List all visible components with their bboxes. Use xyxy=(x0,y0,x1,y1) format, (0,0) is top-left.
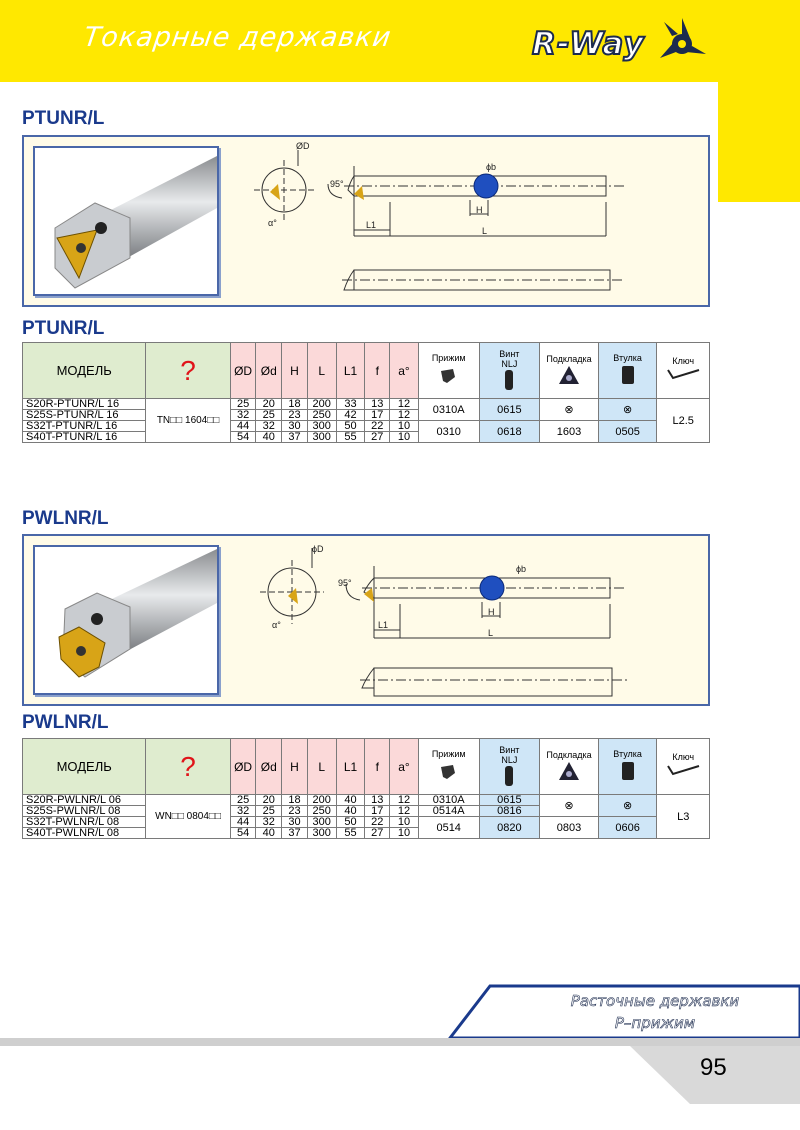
dim-label-b2: ϕb xyxy=(516,564,527,574)
table-title-ptunr: PTUNR/L xyxy=(22,318,105,339)
cell-L1: 50 xyxy=(336,817,365,828)
part-header-key: Ключ xyxy=(657,343,710,399)
clamp-upper: 0310A xyxy=(418,399,479,421)
cell-f: 22 xyxy=(365,817,390,828)
cell-d: 40 xyxy=(256,432,282,443)
dim-header-f: f xyxy=(365,739,390,795)
table-title-pwlnr: PWLNR/L xyxy=(22,712,109,733)
clamp-upper-2: 0514A xyxy=(418,806,479,817)
cell-H: 37 xyxy=(282,432,308,443)
cell-a: 12 xyxy=(390,795,419,806)
page-number: 95 xyxy=(700,1054,727,1081)
cell-D: 54 xyxy=(230,828,256,839)
dim-label-b: ϕb xyxy=(486,162,497,172)
dim-header-a: a° xyxy=(390,739,419,795)
cell-L1: 42 xyxy=(336,410,365,421)
part-header-shim: Подкладка xyxy=(540,343,599,399)
key-icon xyxy=(665,366,701,384)
dim-label-l1: L1 xyxy=(366,220,377,230)
cell-L: 300 xyxy=(307,817,336,828)
cell-f: 13 xyxy=(365,399,390,410)
dim-header-D: ØD xyxy=(230,739,256,795)
screw-icon xyxy=(502,369,516,391)
cell-L1: 55 xyxy=(336,432,365,443)
shim-icon xyxy=(557,364,581,386)
cell-L: 300 xyxy=(307,828,336,839)
question-mark: ? xyxy=(146,739,230,795)
model-header: МОДЕЛЬ xyxy=(23,739,146,795)
dim-header-L1: L1 xyxy=(336,343,365,399)
part-header-screw: Винт NLJ xyxy=(479,343,540,399)
cell-a: 10 xyxy=(390,432,419,443)
dim-label-a2: α° xyxy=(272,620,281,630)
clamp-lower: 0310 xyxy=(418,421,479,443)
part-header-sleeve: Втулка xyxy=(598,343,657,399)
shim-upper: ⊗ xyxy=(540,795,599,817)
brand-logo-text: R-Way xyxy=(532,26,645,62)
dim-header-H: H xyxy=(282,739,308,795)
cell-D: 44 xyxy=(230,817,256,828)
cell-H: 23 xyxy=(282,410,308,421)
screw-upper: 0615 xyxy=(479,795,540,806)
dim-label-95: 95° xyxy=(330,179,344,189)
insert-cell: TN□□ 1604□□ xyxy=(146,399,230,443)
dim-header-H: H xyxy=(282,343,308,399)
dim-header-L: L xyxy=(307,739,336,795)
cell-a: 12 xyxy=(390,410,419,421)
dim-header-D: ØD xyxy=(230,343,256,399)
model-header: МОДЕЛЬ xyxy=(23,343,146,399)
dim-label-952: 95° xyxy=(338,578,352,588)
dim-header-f: f xyxy=(365,343,390,399)
technical-drawing-pwlnr xyxy=(250,540,690,704)
shim-icon xyxy=(557,760,581,782)
side-accent xyxy=(718,82,800,202)
dim-header-a: a° xyxy=(390,343,419,399)
dim-label-h2: H xyxy=(488,607,495,617)
clamp-lower: 0514 xyxy=(418,817,479,839)
part-header-screw: Винт NLJ xyxy=(479,739,540,795)
cell-D: 32 xyxy=(230,410,256,421)
cell-D: 32 xyxy=(230,806,256,817)
cell-f: 17 xyxy=(365,806,390,817)
screw-lower: 0618 xyxy=(479,421,540,443)
part-header-key: Ключ xyxy=(657,739,710,795)
cell-L1: 50 xyxy=(336,421,365,432)
model-cell: S40T-PTUNR/L 16 xyxy=(23,432,146,443)
dim-header-d: Ød xyxy=(256,343,282,399)
model-cell: S40T-PWLNR/L 08 xyxy=(23,828,146,839)
part-header-clamp: Прижим xyxy=(418,343,479,399)
screw-lower: 0820 xyxy=(479,817,540,839)
dim-label-a: α° xyxy=(268,218,277,228)
cell-d: 32 xyxy=(256,817,282,828)
clamp-icon xyxy=(437,363,461,387)
cell-L1: 33 xyxy=(336,399,365,410)
cell-d: 40 xyxy=(256,828,282,839)
cell-a: 10 xyxy=(390,421,419,432)
screw-upper-2: 0816 xyxy=(479,806,540,817)
screw-icon xyxy=(502,765,516,787)
page-title: Токарные державки xyxy=(81,22,394,53)
cell-f: 13 xyxy=(365,795,390,806)
key-cell: L2.5 xyxy=(657,399,710,443)
cell-L: 200 xyxy=(307,795,336,806)
cell-d: 25 xyxy=(256,806,282,817)
model-cell: S20R-PWLNR/L 06 xyxy=(23,795,146,806)
dim-label-l12: L1 xyxy=(378,620,389,630)
model-cell: S25S-PTUNR/L 16 xyxy=(23,410,146,421)
product-photo-ptunr xyxy=(33,146,219,296)
brand-logo-icon xyxy=(652,14,712,74)
cell-L1: 40 xyxy=(336,806,365,817)
cell-d: 25 xyxy=(256,410,282,421)
model-cell: S32T-PTUNR/L 16 xyxy=(23,421,146,432)
dim-header-d: Ød xyxy=(256,739,282,795)
section-title-pwlnr: PWLNR/L xyxy=(22,508,109,529)
cell-a: 10 xyxy=(390,828,419,839)
cell-H: 23 xyxy=(282,806,308,817)
cell-f: 22 xyxy=(365,421,390,432)
cell-d: 20 xyxy=(256,399,282,410)
cell-H: 37 xyxy=(282,828,308,839)
cell-D: 44 xyxy=(230,421,256,432)
shim-lower: 1603 xyxy=(540,421,599,443)
cell-L: 300 xyxy=(307,432,336,443)
cell-D: 54 xyxy=(230,432,256,443)
cell-L: 200 xyxy=(307,399,336,410)
sleeve-upper: ⊗ xyxy=(598,795,657,817)
footer-caption xyxy=(540,990,770,1034)
footer-line-2: P–прижим xyxy=(614,1014,696,1032)
sleeve-lower: 0505 xyxy=(598,421,657,443)
cell-H: 30 xyxy=(282,421,308,432)
cell-d: 32 xyxy=(256,421,282,432)
key-icon xyxy=(665,762,701,780)
sleeve-upper: ⊗ xyxy=(598,399,657,421)
cell-f: 17 xyxy=(365,410,390,421)
cell-L: 250 xyxy=(307,410,336,421)
cell-D: 25 xyxy=(230,795,256,806)
spec-table-pwlnr xyxy=(22,738,710,839)
clamp-icon xyxy=(437,759,461,783)
cell-L: 300 xyxy=(307,421,336,432)
cell-a: 10 xyxy=(390,817,419,828)
model-cell: S32T-PWLNR/L 08 xyxy=(23,817,146,828)
screw-upper: 0615 xyxy=(479,399,540,421)
technical-drawing-ptunr xyxy=(250,140,690,302)
section-title-ptunr: PTUNR/L xyxy=(22,108,105,129)
cell-L1: 55 xyxy=(336,828,365,839)
shim-upper: ⊗ xyxy=(540,399,599,421)
dim-label-l2: L xyxy=(488,628,494,638)
part-header-shim: Подкладка xyxy=(540,739,599,795)
model-cell: S20R-PTUNR/L 16 xyxy=(23,399,146,410)
dim-header-L: L xyxy=(307,343,336,399)
cell-a: 12 xyxy=(390,399,419,410)
cell-L1: 40 xyxy=(336,795,365,806)
sleeve-lower: 0606 xyxy=(598,817,657,839)
cell-L: 250 xyxy=(307,806,336,817)
cell-a: 12 xyxy=(390,806,419,817)
cell-d: 20 xyxy=(256,795,282,806)
cell-H: 30 xyxy=(282,817,308,828)
cell-f: 27 xyxy=(365,432,390,443)
dim-label-d: ØD xyxy=(296,141,310,151)
dim-label-h: H xyxy=(476,205,483,215)
key-cell: L3 xyxy=(657,795,710,839)
sleeve-icon xyxy=(618,363,638,387)
cell-H: 18 xyxy=(282,399,308,410)
sleeve-icon xyxy=(618,759,638,783)
part-header-sleeve: Втулка xyxy=(598,739,657,795)
dim-header-L1: L1 xyxy=(336,739,365,795)
cell-H: 18 xyxy=(282,795,308,806)
dim-label-d2: ϕD xyxy=(312,544,324,554)
cell-f: 27 xyxy=(365,828,390,839)
model-cell: S25S-PWLNR/L 08 xyxy=(23,806,146,817)
footer-line-1: Расточные державки xyxy=(570,992,740,1010)
question-mark: ? xyxy=(146,343,230,399)
part-header-clamp: Прижим xyxy=(418,739,479,795)
product-photo-pwlnr xyxy=(33,545,219,695)
cell-D: 25 xyxy=(230,399,256,410)
dim-label-l: L xyxy=(482,226,488,236)
clamp-upper: 0310A xyxy=(418,795,479,806)
shim-lower: 0803 xyxy=(540,817,599,839)
insert-cell: WN□□ 0804□□ xyxy=(146,795,230,839)
spec-table-ptunr xyxy=(22,342,710,443)
